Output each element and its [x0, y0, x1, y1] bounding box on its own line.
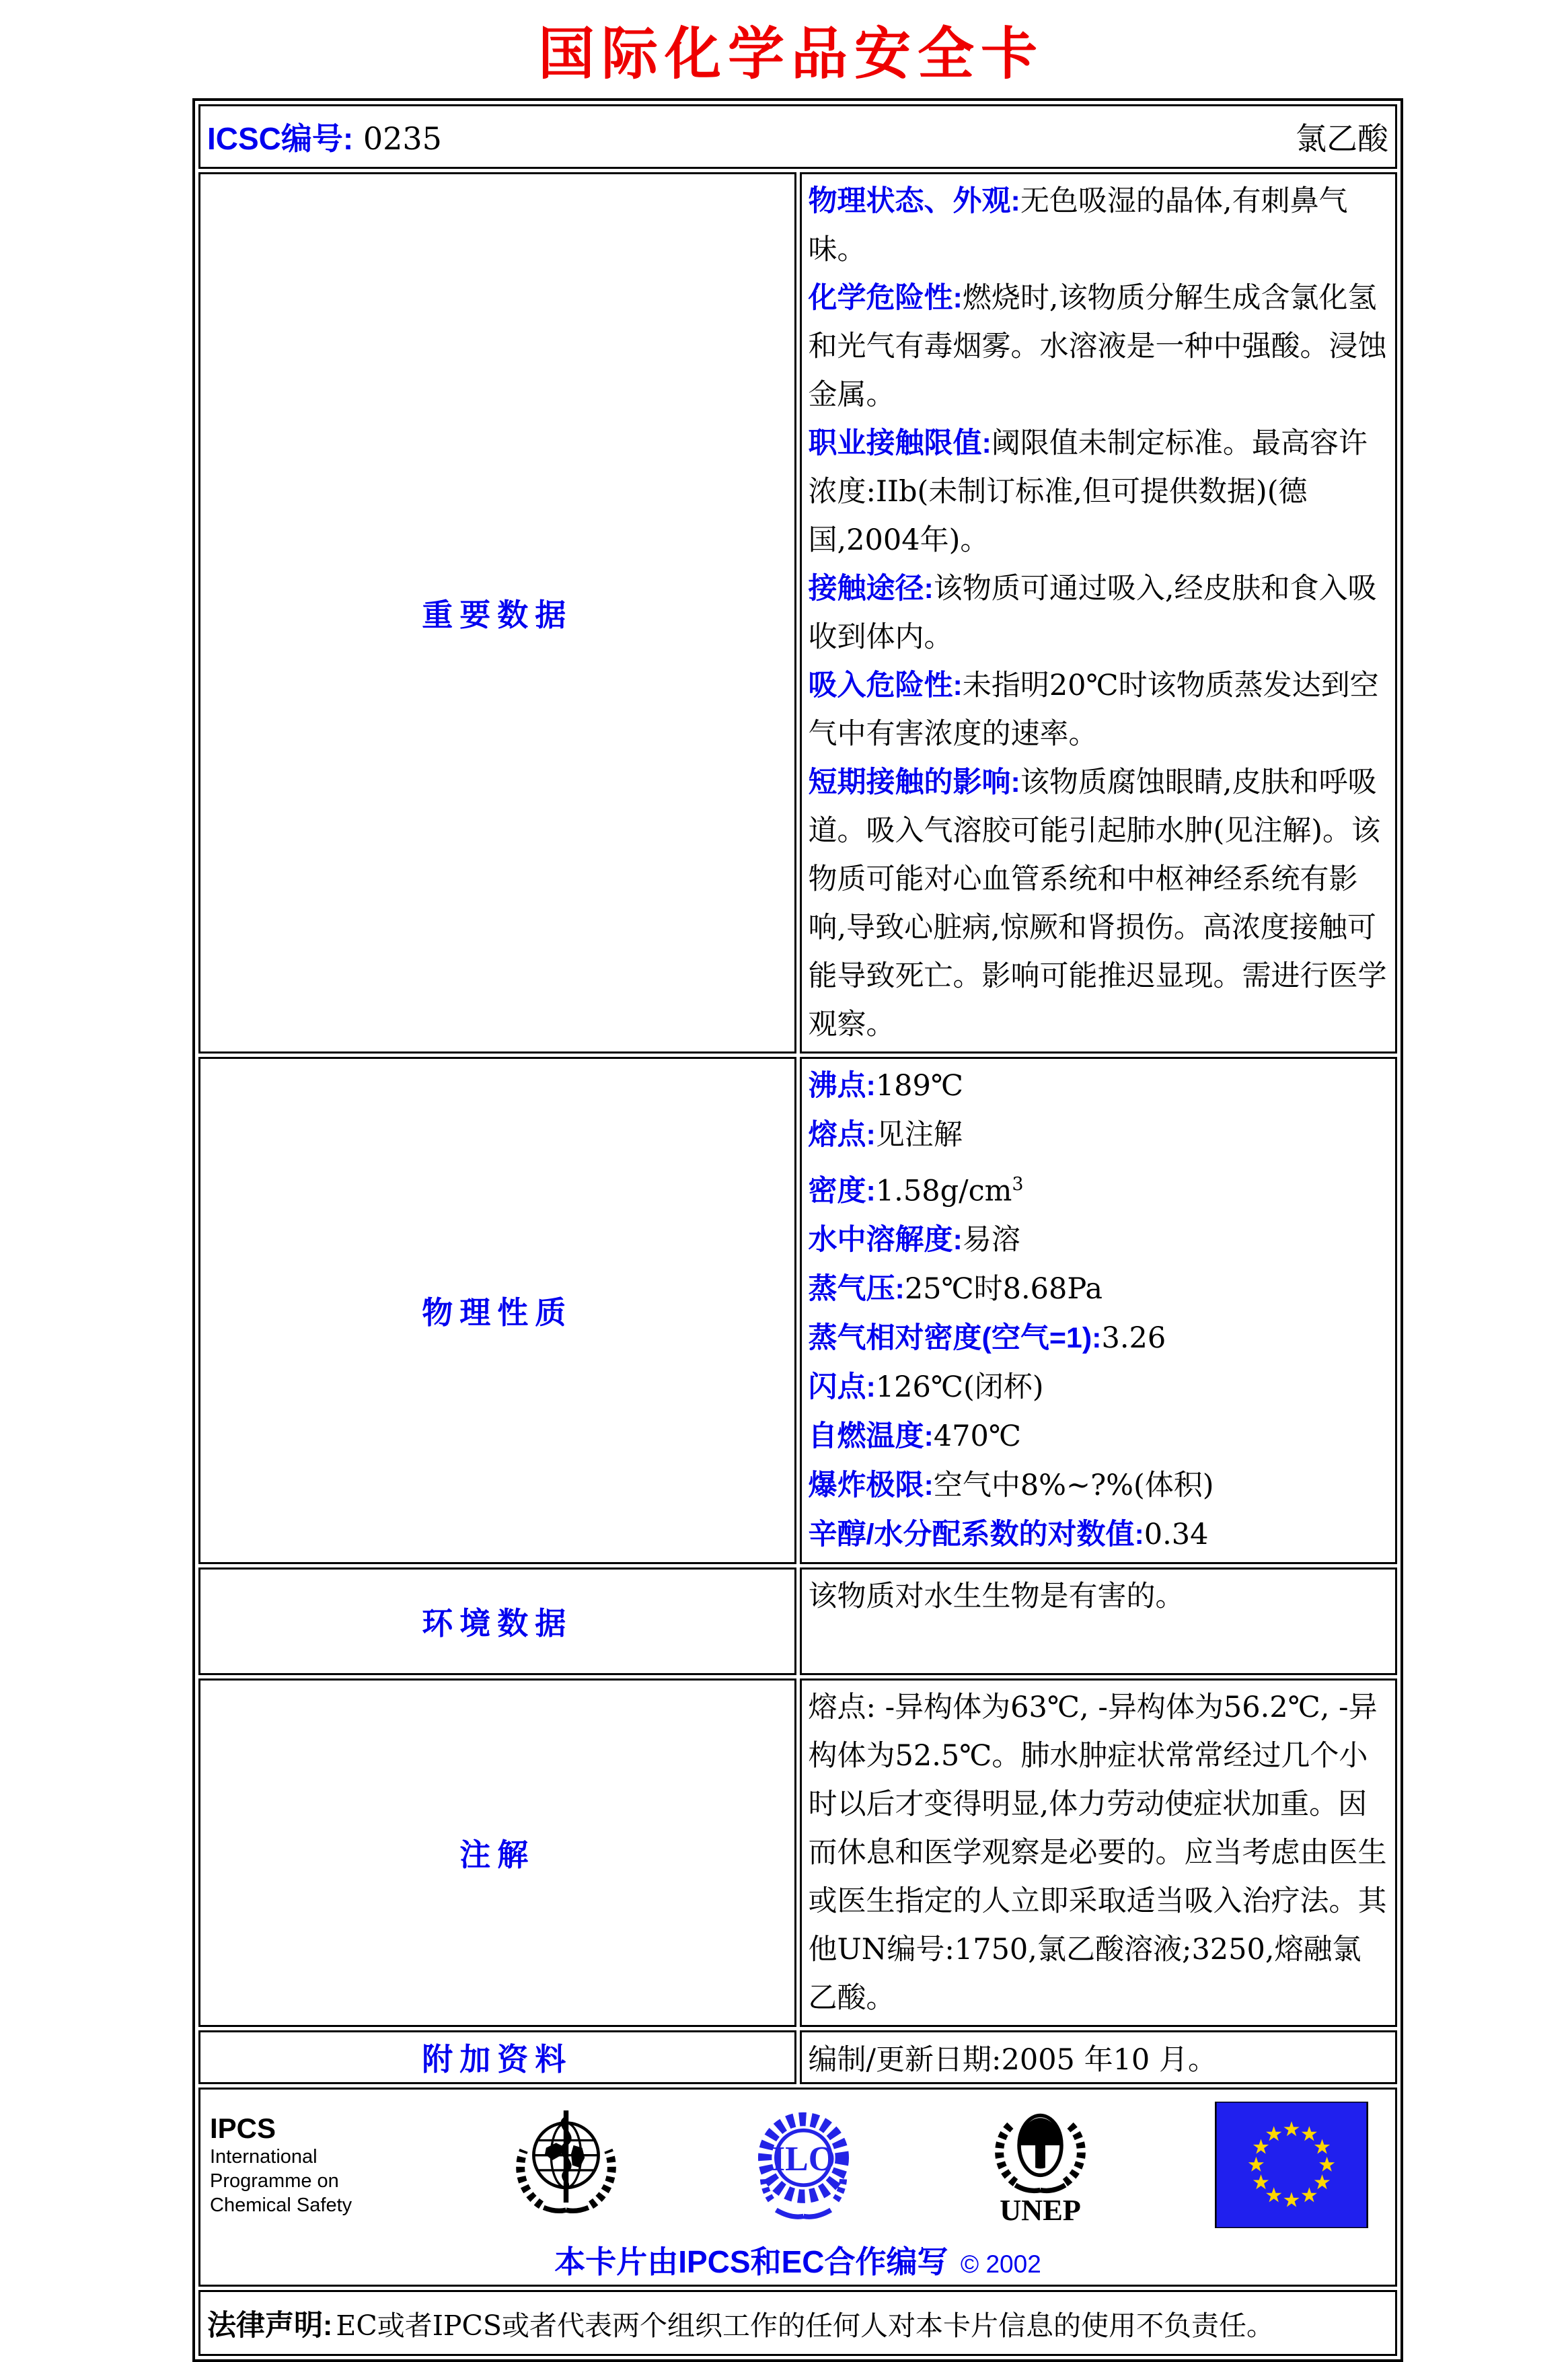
- ipcs-acronym: IPCS: [210, 2112, 276, 2145]
- important-item: [809, 564, 1389, 661]
- item-key: 化学危险性:: [808, 282, 963, 314]
- ilo-logo-text: ILO: [771, 2139, 835, 2178]
- unep-logo-text: UNEP: [999, 2192, 1081, 2227]
- notes-text: 熔点: -异构体为63℃, -异构体为56.2℃, -异构体为52.5℃。肺水肿症状常常经过几个小时以后才变得明显,体力劳动使症状加重。因而休息和医学观察是必要的。应当考虑由医生或医生指定的人立即采取适当吸入治疗法。其他UN编号:1750,氯乙酸溶液;3250,熔融氯乙酸。: [808, 1691, 1387, 2016]
- property-key: 辛醇/水分配系数的对数值:: [808, 1518, 1144, 1551]
- important-item: [809, 177, 1389, 274]
- item-value: 无色吸湿的晶体,有刺鼻气味。: [808, 184, 1348, 266]
- icsc-card-table: [192, 98, 1403, 2362]
- card-caption: [207, 2238, 1388, 2282]
- caption-copyright: © 2002: [960, 2250, 1041, 2279]
- legal-cell: [198, 2290, 1397, 2356]
- header-row: [198, 104, 1397, 169]
- icsc-number-label: ICSC编号:: [207, 121, 354, 156]
- item-value: 该物质腐蚀眼睛,皮肤和呼吸道。吸入气溶胶可能引起肺水肿(见注解)。该物质可能对心血管系统和中枢神经系统有影响,导致心脏病,惊厥和肾损伤。高浓度接触可能导致死亡。影响可能推迟显现。需进行医学观察。: [808, 766, 1387, 1041]
- important-data-cell: [800, 172, 1398, 1054]
- chemical-name: 氯乙酸: [1296, 120, 1388, 157]
- property-line: [809, 1363, 1389, 1412]
- important-data-row: [198, 172, 1397, 1054]
- property-key: 爆炸极限:: [808, 1469, 934, 1502]
- ipcs-line: Programme on: [210, 2170, 339, 2192]
- property-value: 1.58g/cm: [875, 1174, 1012, 1208]
- property-value: 189℃: [875, 1069, 964, 1103]
- section-label-important: 重要数据: [198, 172, 796, 1054]
- property-value: 470℃: [933, 1419, 1022, 1454]
- property-line: [809, 1216, 1389, 1265]
- property-line: [809, 1314, 1389, 1363]
- property-key: 熔点:: [808, 1119, 876, 1151]
- unep-logo-icon: [978, 2103, 1103, 2227]
- important-item: [809, 274, 1389, 419]
- section-label-physical: 物理性质: [198, 1057, 796, 1564]
- physical-properties-cell: [800, 1057, 1398, 1564]
- property-line: [809, 1062, 1389, 1111]
- property-value: 0.34: [1144, 1518, 1209, 1552]
- property-line: [809, 1160, 1389, 1216]
- important-item: [809, 661, 1389, 758]
- icsc-number-value: 0235: [363, 120, 442, 157]
- additional-info-row: [198, 2030, 1397, 2084]
- legal-label: 法律声明:: [207, 2309, 333, 2342]
- notes-cell: [800, 1678, 1398, 2027]
- property-value: 3.26: [1101, 1321, 1166, 1356]
- property-value: 见注解: [875, 1118, 963, 1152]
- notes-row: [198, 1678, 1397, 2027]
- who-logo-icon: [504, 2103, 628, 2227]
- physical-properties-row: [198, 1057, 1397, 1564]
- ipcs-text-block: [210, 2112, 391, 2217]
- property-line: [809, 1111, 1389, 1160]
- item-key: 物理状态、外观:: [808, 185, 1020, 217]
- property-key: 蒸气压:: [808, 1273, 905, 1306]
- icsc-number-group: [207, 114, 442, 159]
- item-value: 燃烧时,该物质分解生成含氯化氢和光气有毒烟雾。水溶液是一种中强酸。浸蚀金属。: [808, 281, 1387, 412]
- section-label-additional: 附加资料: [198, 2030, 796, 2084]
- eu-flag-icon: [1215, 2102, 1368, 2228]
- additional-text: 编制/更新日期:2005 年10 月。: [808, 2042, 1217, 2077]
- property-value: 126℃(闭杯): [875, 1370, 1044, 1405]
- caption-text: 本卡片由IPCS和EC合作编写: [554, 2244, 948, 2280]
- property-key: 自燃温度:: [808, 1420, 934, 1453]
- property-value: 易溶: [962, 1223, 1020, 1257]
- property-line: [809, 1510, 1389, 1559]
- legal-text: EC或者IPCS或者代表两个组织工作的任何人对本卡片信息的使用不负责任。: [336, 2309, 1274, 2342]
- property-value-superscript: 3: [1012, 1174, 1024, 1195]
- ilo-logo-icon: [741, 2103, 866, 2227]
- logos-cell: [198, 2088, 1397, 2287]
- item-value: 未指明20℃时该物质蒸发达到空气中有害浓度的速率。: [808, 669, 1379, 751]
- item-key: 职业接触限值:: [808, 427, 992, 459]
- logos-row: [198, 2088, 1397, 2287]
- ipcs-line: International: [210, 2146, 318, 2168]
- property-line: [809, 1265, 1389, 1314]
- additional-info-cell: [800, 2030, 1398, 2084]
- item-value: 该物质可通过吸入,经皮肤和食入吸收到体内。: [808, 572, 1377, 654]
- important-item: [809, 758, 1389, 1049]
- property-line: [809, 1461, 1389, 1510]
- property-key: 闪点:: [808, 1371, 876, 1404]
- environment-text: 该物质对水生生物是有害的。: [808, 1580, 1185, 1614]
- property-value: 空气中8%~?%(体积): [933, 1469, 1214, 1503]
- legal-row: [198, 2290, 1397, 2356]
- item-key: 吸入危险性:: [808, 669, 963, 702]
- important-item: [809, 419, 1389, 564]
- property-key: 沸点:: [808, 1070, 876, 1102]
- item-key: 短期接触的影响:: [808, 766, 1020, 799]
- ipcs-line: Chemical Safety: [210, 2194, 352, 2217]
- property-line: [809, 1412, 1389, 1461]
- header-cell: [198, 104, 1397, 169]
- page-title: 国际化学品安全卡: [537, 22, 1044, 85]
- property-key: 密度:: [808, 1175, 876, 1208]
- environmental-data-row: [198, 1567, 1397, 1675]
- section-label-environment: 环境数据: [198, 1567, 796, 1675]
- property-value: 25℃时8.68Pa: [904, 1272, 1103, 1306]
- environmental-data-cell: [800, 1567, 1398, 1675]
- property-key: 水中溶解度:: [808, 1224, 963, 1257]
- section-label-notes: 注解: [198, 1678, 796, 2027]
- item-value: 阈限值未制定标准。最高容许浓度:IIb(未制订标准,但可提供数据)(德国,2004年)。: [808, 427, 1368, 557]
- property-key: 蒸气相对密度(空气=1):: [808, 1322, 1102, 1355]
- item-key: 接触途径:: [808, 573, 934, 605]
